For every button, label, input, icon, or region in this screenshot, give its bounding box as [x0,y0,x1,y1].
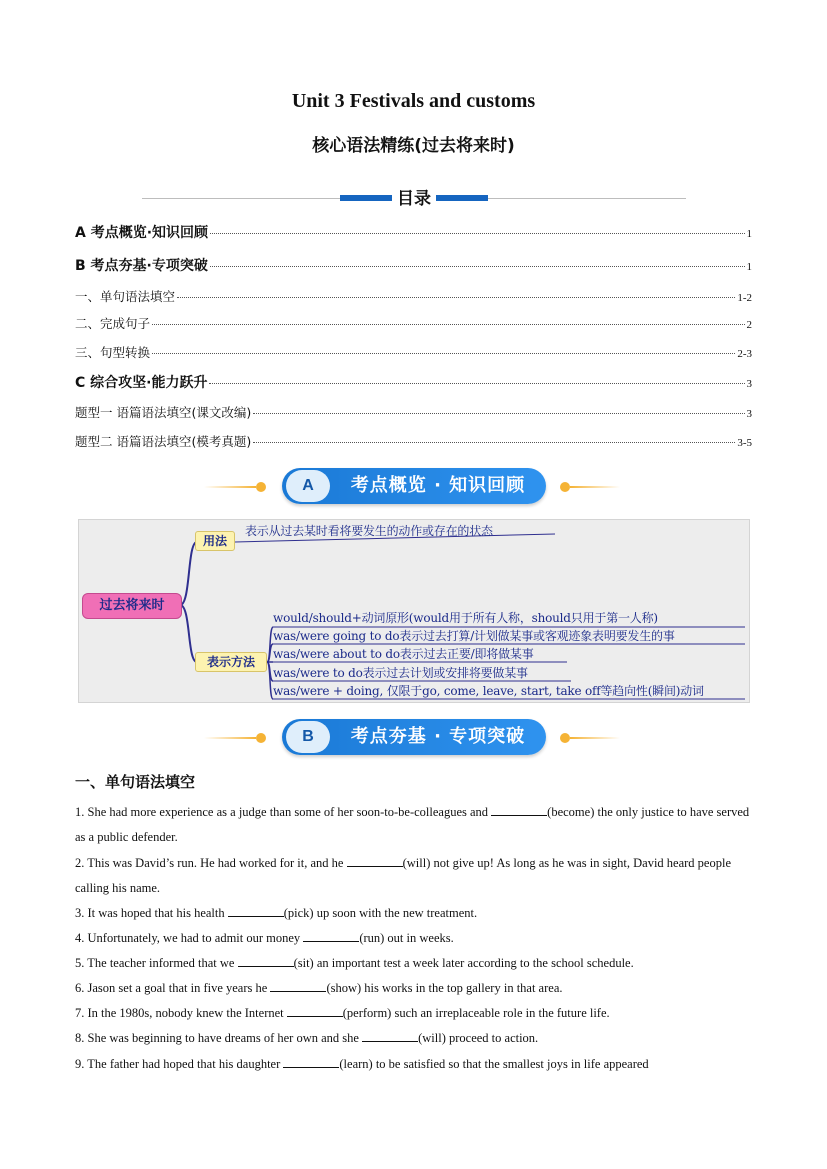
answer-blank[interactable] [287,1004,343,1017]
toc-entry[interactable] [75,255,752,275]
toc-leader-dots [209,382,744,384]
answer-blank[interactable] [228,904,284,917]
mind-map-form-4: was/were to do表示过去计划或安排将要做某事 [273,666,528,680]
toc-leader-dots [253,412,744,414]
toc-leader-dots [152,323,744,325]
question-hint: (will) not give up! As long as he was in sight, David heard people calling his name. [75,856,732,895]
section-heading: 一、单句语法填空 [75,773,196,791]
toc-entry-page: 3 [746,408,752,420]
toc-leader-dots [152,352,735,354]
question-hint: (sit) an important test a week later according to the school schedule. [293,956,634,970]
toc-accent-left [340,195,392,201]
toc-entry-label: 题型一 语篇语法填空(课文改编) [75,405,252,420]
toc-entry-page: 3 [746,378,752,390]
connector-usage [180,542,197,605]
toc-entry-page: 1 [746,261,752,273]
toc-leader-dots [210,265,745,267]
banner-letter: A [286,470,330,502]
toc-entry[interactable] [75,287,752,305]
question-item [75,976,755,1001]
question-item [75,851,755,901]
question-text: 7. In the 1980s, nobody knew the Internet [75,1006,287,1020]
mind-map-usage-text: 表示从过去某时看将要发生的动作或存在的状态 [245,524,493,538]
banner-pill [282,719,546,755]
answer-blank[interactable] [283,1055,339,1068]
mind-map-form-1: would/should+动词原形(would用于所有人称，should只用于第一人称) [273,611,658,625]
toc-entry-label: 二、完成句子 [75,316,151,331]
document-title: Unit 3 Festivals and customs [291,90,536,112]
banner-dot-left [256,482,266,492]
banner-line-left [204,486,256,488]
toc-divider-right [488,198,686,199]
question-item [75,800,755,850]
question-hint: (perform) such an irreplaceable role in the future life. [342,1006,610,1020]
toc-entry[interactable] [75,343,752,361]
mind-map-root: 过去将来时 [82,593,182,619]
banner-pill [282,468,546,504]
toc-leader-dots [253,441,735,443]
toc-entry-page: 2-3 [737,348,752,360]
mind-map-node-forms: 表示方法 [195,652,267,672]
toc-heading: 目录 [397,189,431,209]
toc-entry-page: 1 [746,228,752,240]
answer-blank[interactable] [362,1029,418,1042]
toc-entry-label: A 考点概览·知识回顾 [75,225,209,241]
toc-entry-page: 2 [746,319,752,331]
question-hint: (become) the only justice to have served as a public defender. [75,805,750,844]
mind-map-form-5: was/were + doing, 仅限于go, come, leave, start, take off等趋向性(瞬间)动词 [273,684,704,698]
toc-header [0,184,827,208]
banner-dot-right [560,733,570,743]
answer-blank[interactable] [347,854,403,867]
toc-entry-label: 题型二 语篇语法填空(模考真题) [75,434,252,449]
toc-leader-dots [210,232,744,234]
banner-label: 考点概览 · 知识回顾 [350,475,526,496]
question-hint: (run) out in weeks. [359,931,454,945]
toc-entry-label: 一、单句语法填空 [75,289,176,304]
banner-letter: B [286,721,330,753]
section-banner-a [0,466,827,506]
question-text: 5. The teacher informed that we [75,956,238,970]
toc-entry-page: 1-2 [737,292,752,304]
question-hint: (pick) up soon with the new treatment. [283,906,478,920]
question-text: 4. Unfortunately, we had to admit our money [75,931,304,945]
toc-divider-left [142,198,342,199]
mind-map-node-usage: 用法 [195,531,235,551]
question-item [75,926,755,951]
toc-entry[interactable] [75,314,752,332]
mind-map-form-2: was/were going to do表示过去打算/计划做某事或客观迹象表明要发生的事 [273,629,675,643]
question-hint: (will) proceed to action. [418,1031,539,1045]
question-text: 9. The father had hoped that his daughter [75,1057,284,1071]
banner-line-right [570,486,620,488]
banner-label: 考点夯基 · 专项突破 [350,726,526,747]
toc-leader-dots [177,296,735,298]
toc-entry[interactable] [75,403,752,421]
question-item [75,1001,755,1026]
question-item [75,1026,755,1051]
question-item [75,951,755,976]
mind-map-form-3: was/were about to do表示过去正要/即将做某事 [273,647,534,661]
toc-entry[interactable] [75,372,752,392]
question-hint: (learn) to be satisfied so that the smallest joys in life appeared [339,1057,649,1071]
toc-entry-page: 3-5 [737,437,752,449]
question-hint: (show) his works in the top gallery in that area. [326,981,563,995]
answer-blank[interactable] [303,929,359,942]
toc-accent-right [436,195,488,201]
question-text: 6. Jason set a goal that in five years he [75,981,271,995]
banner-dot-left [256,733,266,743]
mind-map [78,519,750,703]
toc-entry-label: C 综合攻坚·能力跃升 [75,375,208,391]
question-text: 1. She had more experience as a judge than some of her soon-to-be-colleagues and [75,805,492,819]
section-banner-b [0,717,827,757]
question-item [75,901,755,926]
question-text: 2. This was David’s run. He had worked for it, and he [75,856,347,870]
toc-entry-label: 三、句型转换 [75,345,151,360]
document-subtitle: 核心语法精练(过去将来时) [312,136,515,156]
answer-blank[interactable] [491,803,547,816]
toc-entry-label: B 考点夯基·专项突破 [75,258,208,274]
toc-entry[interactable] [75,432,752,450]
question-item [75,1052,755,1077]
banner-line-right [570,737,620,739]
banner-line-left [204,737,256,739]
question-text: 3. It was hoped that his health [75,906,228,920]
question-text: 8. She was beginning to have dreams of her own and she [75,1031,363,1045]
toc-entry[interactable] [75,222,752,242]
answer-blank[interactable] [270,979,326,992]
banner-dot-right [560,482,570,492]
answer-blank[interactable] [238,954,294,967]
